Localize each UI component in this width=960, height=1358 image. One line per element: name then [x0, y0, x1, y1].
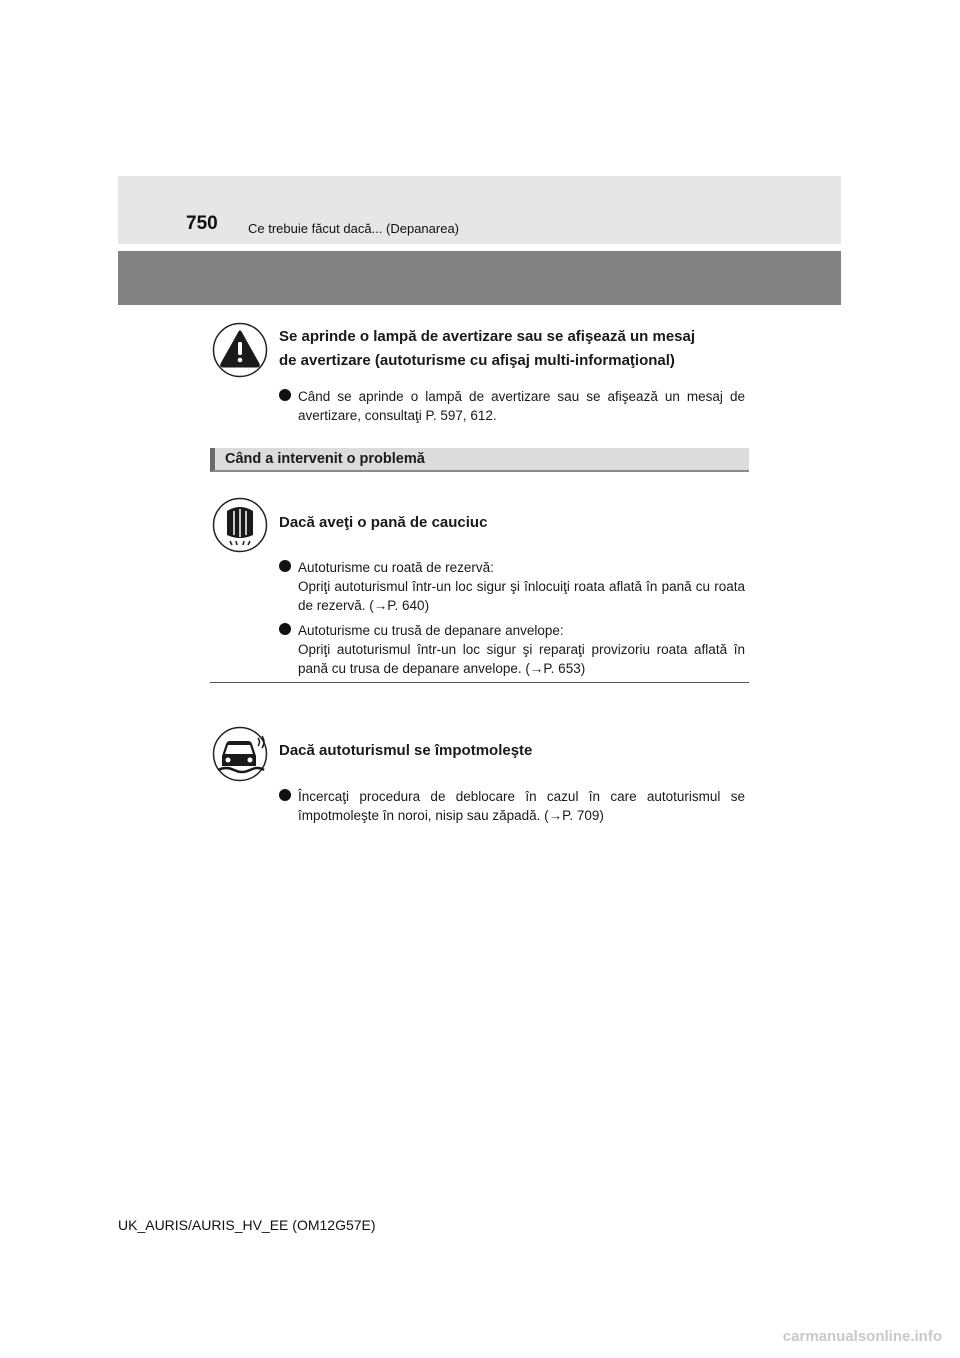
bullet-dot [279, 623, 291, 635]
section-title-stuck-car: Dacă autoturismul se împotmoleşte [279, 742, 533, 759]
list-item: Autoturisme cu trusă de depanare anvelope: Opriţi autoturismul într-un loc sigur şi reparaţi provizoriu roata aflată în pană cu trusa de depanare anvelope. (→P. 653) [279, 621, 745, 678]
section-title-flat-tire: Dacă aveţi o pană de cauciuc [279, 514, 488, 531]
bullet-dot [279, 389, 291, 401]
stuck-car-icon [212, 726, 268, 782]
header-band [118, 176, 841, 244]
page-number: 750 [186, 213, 218, 234]
footer-model-code: UK_AURIS/AURIS_HV_EE (OM12G57E) [118, 1217, 376, 1233]
watermark: carmanualsonline.info [782, 1328, 942, 1345]
flat-tire-icon [212, 497, 268, 553]
section-title-warning: Se aprinde o lampă de avertizare sau se afişează un mesaj de avertizare (autoturisme cu afişaj multi-informaţional) [279, 328, 696, 369]
bullet-dot [279, 789, 291, 801]
chapter-title: Ce trebuie făcut dacă... (Depanarea) [248, 221, 460, 236]
list-item: Autoturisme cu roată de rezervă: Opriţi autoturismul într-un loc sigur şi înlocuiţi roata aflată în pană cu roata de rezervă. (→P. 640) [279, 558, 745, 615]
warning-exclamation-icon [212, 322, 268, 378]
problem-heading: Când a intervenit o problemă [210, 448, 749, 472]
bullet-dot [279, 560, 291, 572]
header-dark-band [118, 251, 841, 305]
list-item: Când se aprinde o lampă de avertizare sau se afişează un mesaj de avertizare, consultaţi P. 597, 612. [279, 387, 745, 425]
section-divider [210, 682, 749, 683]
list-item: Încercaţi procedura de deblocare în cazul în care autoturismul se împotmoleşte în noroi, nisip sau zăpadă. (→P. 709) [279, 787, 745, 825]
